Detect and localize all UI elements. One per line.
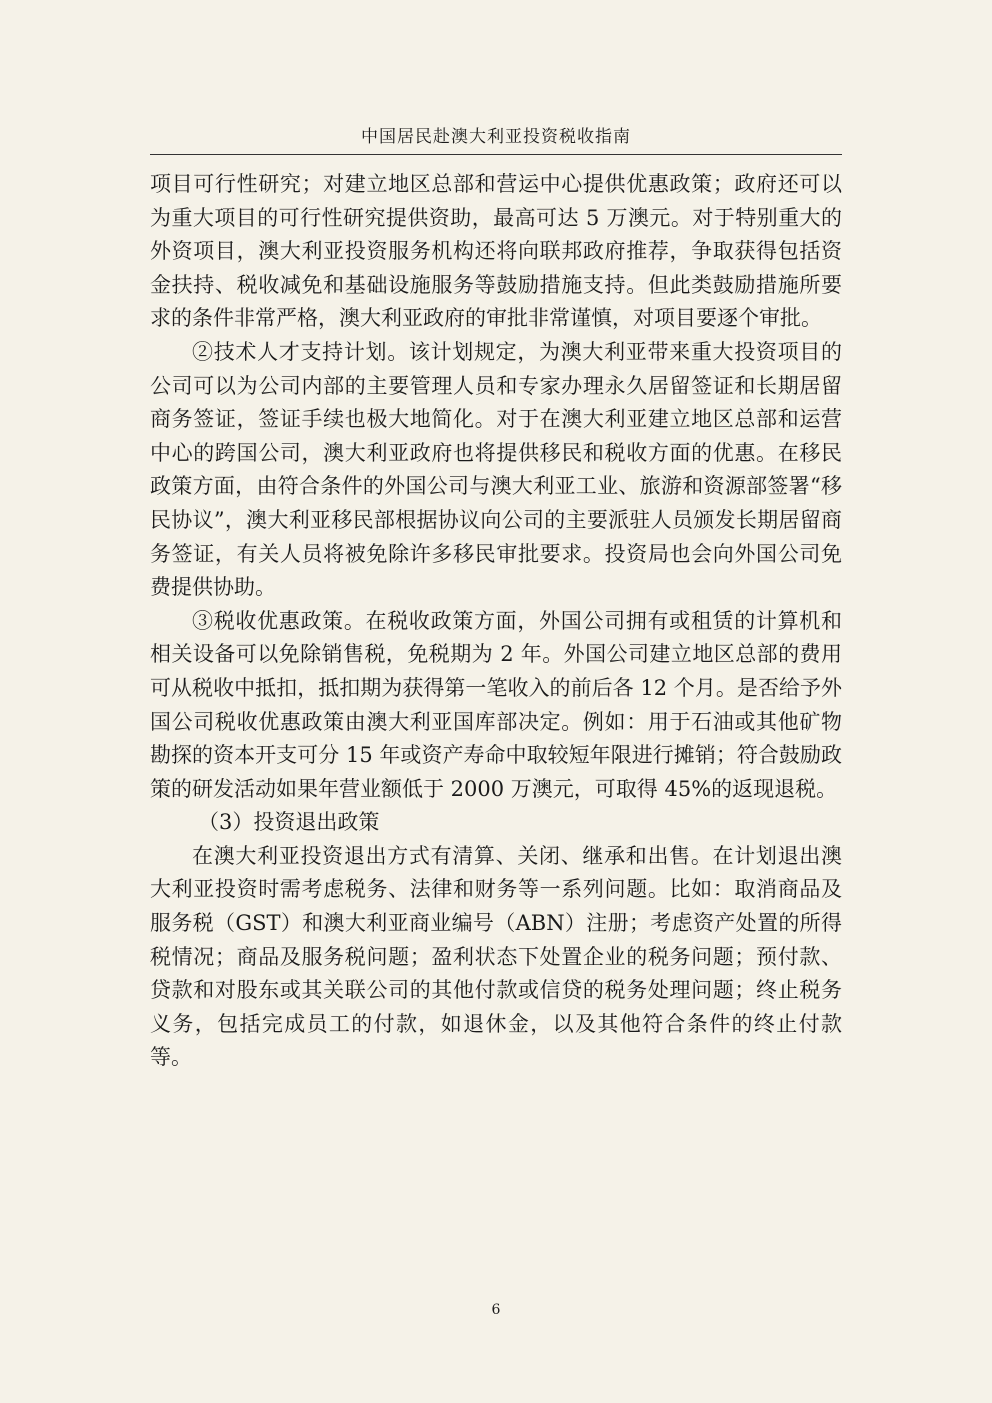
header-rule — [150, 154, 842, 155]
page-number: 6 — [491, 1302, 501, 1318]
section-heading-exit-policy: （3）投资退出政策 — [198, 810, 380, 835]
document-body — [150, 168, 842, 1075]
paragraph-tax-incentives: ③税收优惠政策。在税收政策方面，外国公司拥有或租赁的计算机和相关设备可以免除销售税，免税期为 2 年。外国公司建立地区总部的费用可从税收中抵扣，抵扣期为获得第一笔收入的前后各 12 个月。是否给予外国公司税收优惠政策由澳大利亚国库部决定。例如：用于石油或其他矿物勘探的资本开支可分 15 年或资产寿命中取较短年限进行摊销；符合鼓励政策的研发活动如果年营业额低于 2000 万澳元，可取得 45%的返现退税。 — [150, 608, 842, 801]
paragraph-talent-support: ②技术人才支持计划。该计划规定，为澳大利亚带来重大投资项目的公司可以为公司内部的主要管理人员和专家办理永久居留签证和长期居留商务签证，签证手续也极大地简化。对于在澳大利亚建立地区总部和运营中心的跨国公司，澳大利亚政府也将提供移民和税收方面的优惠。在移民政策方面，由符合条件的外国公司与澳大利亚工业、旅游和资源部签署“移民协议”，澳大利亚移民部根据协议向公司的主要派驻人员颁发长期居留商务签证，有关人员将被免除许多移民审批要求。投资局也会向外国公司免费提供协助。 — [150, 339, 842, 600]
page-header-title: 中国居民赴澳大利亚投资税收指南 — [361, 127, 631, 147]
paragraph-exit-methods: 在澳大利亚投资退出方式有清算、关闭、继承和出售。在计划退出澳大利亚投资时需考虑税务、法律和财务等一系列问题。比如：取消商品及服务税（GST）和澳大利亚商业编号（ABN）注册；考虑资产处置的所得税情况；商品及服务税问题；盈利状态下处置企业的税务问题；预付款、贷款和对股东或其关联公司的其他付款或信贷的税务处理问题；终止税务义务，包括完成员工的付款，如退休金，以及其他符合条件的终止付款等。 — [150, 843, 842, 1070]
paragraph-continuation: 项目可行性研究；对建立地区总部和营运中心提供优惠政策；政府还可以为重大项目的可行性研究提供资助，最高可达 5 万澳元。对于特别重大的外资项目，澳大利亚投资服务机构还将向联邦政府推荐，争取获得包括资金扶持、税收减免和基础设施服务等鼓励措施支持。但此类鼓励措施所要求的条件非常严格，澳大利亚政府的审批非常谨慎，对项目要逐个审批。 — [150, 172, 842, 331]
